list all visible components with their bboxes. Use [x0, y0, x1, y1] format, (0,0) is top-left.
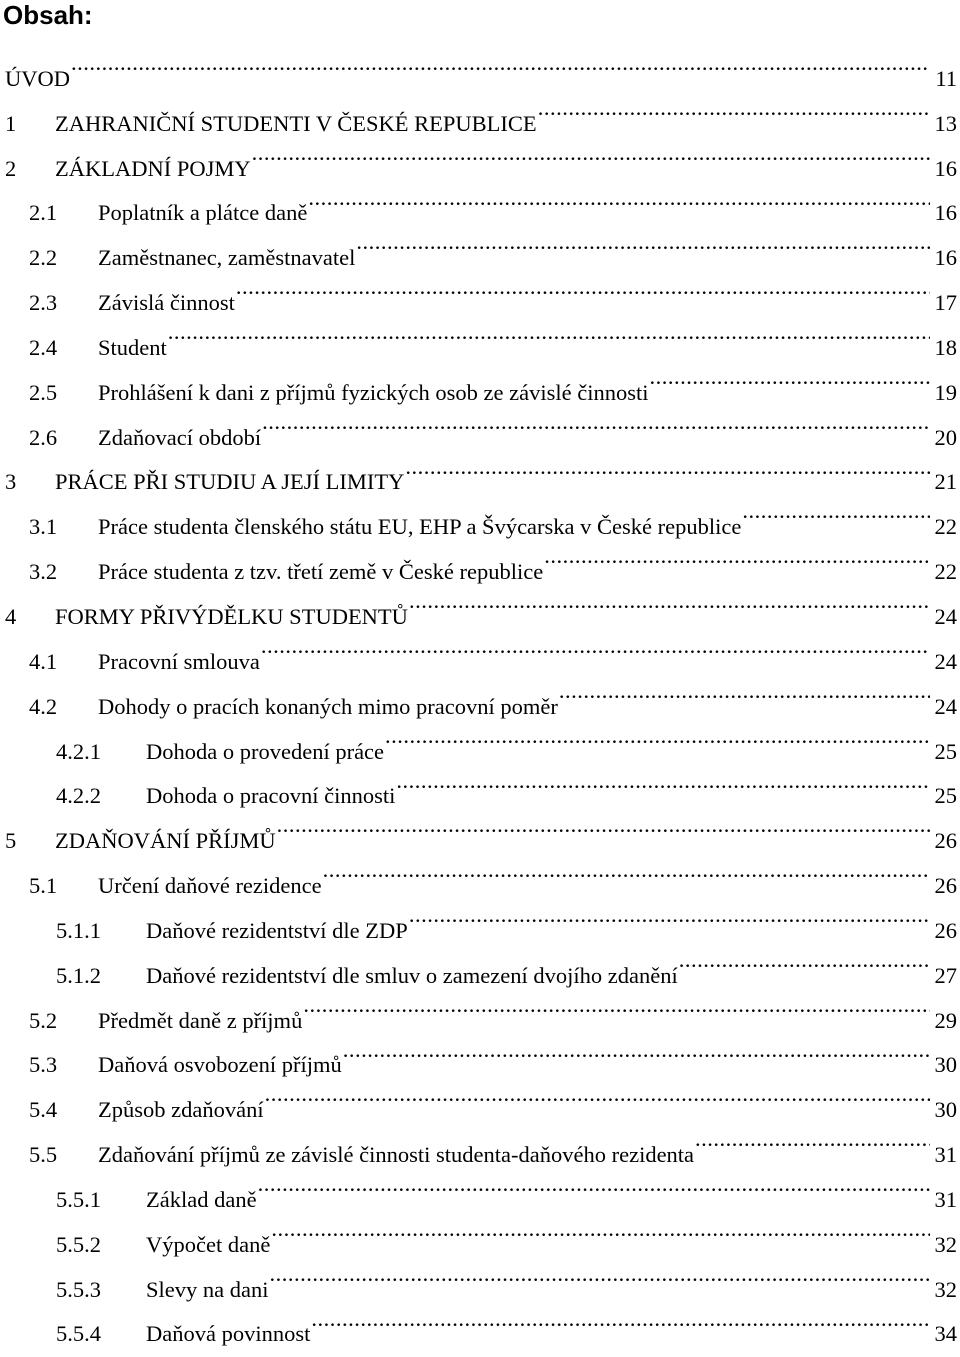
toc-entry-title: Daňová povinnost [146, 1321, 311, 1347]
toc-entry-number: 5 [5, 828, 17, 854]
toc-dot-leader [409, 579, 930, 624]
toc-entry-page: 31 [934, 1142, 957, 1168]
toc-dot-leader [396, 759, 930, 804]
toc-entry-title: Daňová osvobození příjmů [98, 1052, 342, 1078]
toc-dot-leader [538, 86, 930, 131]
toc-entry-number: 5.1.1 [56, 917, 101, 943]
toc-entry-title: Daňové rezidentství dle ZDP [146, 917, 408, 943]
toc-entry-page: 18 [934, 334, 957, 360]
toc-entry-page: 16 [934, 200, 957, 226]
toc-entry-page: 26 [934, 828, 957, 854]
toc-entry-page: 34 [934, 1321, 957, 1347]
toc-entry-page: 24 [934, 693, 957, 719]
toc-entry-number: 4.2.1 [56, 738, 101, 764]
toc-dot-leader [695, 1117, 930, 1162]
toc-entry-title: Práce studenta členského státu EU, EHP a Švýcarska v České republice [98, 514, 742, 540]
toc-dot-leader [385, 714, 930, 759]
toc-dot-leader [269, 1252, 930, 1297]
toc-dot-leader [261, 624, 930, 669]
toc-entry-title: Dohody o pracích konaných mimo pracovní poměr [98, 693, 558, 719]
toc-dot-leader [544, 534, 930, 579]
toc-entry-title: Student [98, 334, 167, 360]
toc-entry-title: Dohoda o pracovní činnosti [146, 783, 396, 809]
toc-entry-page: 22 [934, 559, 957, 585]
toc-entry-page: 11 [935, 65, 957, 91]
toc-entry-number: 5.1.2 [56, 962, 101, 988]
toc-entry-title: Poplatník a plátce daně [98, 200, 308, 226]
toc-entry-title: Základ daně [146, 1186, 257, 1212]
toc-entry-title: Způsob zdaňování [98, 1097, 264, 1123]
toc-entry-number: 3.2 [29, 559, 58, 585]
toc-dot-leader [409, 893, 930, 938]
toc-entry-title: Práce studenta z tzv. třetí země v České republice [98, 559, 544, 585]
toc-entry-title: ZDAŇOVÁNÍ PŘÍJMŮ [55, 828, 276, 854]
toc-entry-number: 5.4 [29, 1097, 58, 1123]
toc-entry-page: 32 [934, 1276, 957, 1302]
toc-dot-leader [559, 669, 930, 714]
toc-entry-title: Určení daňové rezidence [98, 873, 322, 899]
toc-entry-page: 17 [934, 290, 957, 316]
toc-dot-leader [679, 938, 930, 983]
toc-entry-page: 24 [934, 648, 957, 674]
toc-entry-page: 26 [934, 917, 957, 943]
toc-entry-page: 32 [934, 1231, 957, 1257]
toc-entry-page: 24 [934, 603, 957, 629]
toc-entry-number: 2.4 [29, 334, 58, 360]
toc-entry[interactable] [0, 86, 960, 136]
toc-dot-leader [343, 1028, 930, 1073]
toc-entry-number: 2.5 [29, 379, 58, 405]
toc-dot-leader [303, 983, 930, 1028]
toc-entry-number: 4.2.2 [56, 783, 101, 809]
toc-entry-title: Zdaňování příjmů ze závislé činnosti studenta-daňového rezidenta [98, 1142, 695, 1168]
toc-entry-title: Pracovní smlouva [98, 648, 260, 674]
toc-dot-leader [71, 41, 930, 86]
toc-entry-title: Závislá činnost [98, 290, 235, 316]
toc-entry-number: 3 [5, 469, 17, 495]
toc-entry-page: 29 [934, 1007, 957, 1033]
toc-dot-leader [236, 265, 930, 310]
toc-entry-number: 2.1 [29, 200, 58, 226]
toc-entry-number: 5.5.4 [56, 1321, 101, 1347]
toc-dot-leader [262, 400, 930, 445]
toc-entry-number: 5.5.3 [56, 1276, 101, 1302]
toc-entry-number: 2 [5, 155, 17, 181]
toc-entry-number: 3.1 [29, 514, 58, 540]
toc-entry[interactable] [0, 41, 960, 91]
toc-dot-leader [356, 220, 930, 265]
toc-entry-number: 5.1 [29, 873, 58, 899]
toc-entry-title: Slevy na dani [146, 1276, 269, 1302]
toc-entry-page: 25 [934, 738, 957, 764]
toc-entry-number: 5.5.2 [56, 1231, 101, 1257]
toc-dot-leader [265, 1072, 930, 1117]
toc-entry-number: 5.3 [29, 1052, 58, 1078]
toc-entry-number: 5.2 [29, 1007, 58, 1033]
toc-entry-title: Dohoda o provedení práce [146, 738, 385, 764]
toc-entry-page: 26 [934, 873, 957, 899]
toc-entry-page: 30 [934, 1052, 957, 1078]
toc-dot-leader [258, 1162, 930, 1207]
toc-dot-leader [311, 1297, 930, 1342]
toc-heading: Obsah: [3, 0, 93, 30]
toc-entry-number: 2.2 [29, 245, 58, 271]
toc-entry-title: Zdaňovací období [98, 424, 262, 450]
toc-entry-title: Prohlášení k dani z příjmů fyzických osob ze závislé činnosti [98, 379, 649, 405]
toc-entry-title: ZÁKLADNÍ POJMY [55, 155, 251, 181]
toc-dot-leader [308, 176, 930, 221]
toc-dot-leader [252, 131, 930, 176]
toc-entry-number: 2.6 [29, 424, 58, 450]
toc-entry-title: ZAHRANIČNÍ STUDENTI V ČESKÉ REPUBLICE [55, 110, 537, 136]
toc-dot-leader [168, 310, 930, 355]
toc-entry-number: 4.2 [29, 693, 58, 719]
toc-entry-page: 19 [934, 379, 957, 405]
toc-entry-number: 4 [5, 603, 17, 629]
toc-entry-title: Zaměstnanec, zaměstnavatel [98, 245, 356, 271]
toc-entry-page: 22 [934, 514, 957, 540]
toc-entry-page: 27 [934, 962, 957, 988]
toc-dot-leader [277, 803, 930, 848]
toc-entry-number: 4.1 [29, 648, 58, 674]
toc-dot-leader [649, 355, 930, 400]
toc-entry-page: 25 [934, 783, 957, 809]
toc-entry-title: Předmět daně z příjmů [98, 1007, 303, 1033]
toc-dot-leader [323, 848, 930, 893]
toc-entry-number: 1 [5, 110, 17, 136]
table-of-contents [0, 41, 960, 1347]
toc-entry-number: 2.3 [29, 290, 58, 316]
toc-entry-page: 20 [934, 424, 957, 450]
toc-entry-page: 21 [934, 469, 957, 495]
toc-entry-title: FORMY PŘIVÝDĚLKU STUDENTŮ [55, 603, 408, 629]
toc-entry-page: 16 [934, 155, 957, 181]
toc-entry-page: 16 [934, 245, 957, 271]
toc-entry-title: PRÁCE PŘI STUDIU A JEJÍ LIMITY [55, 469, 405, 495]
toc-dot-leader [405, 445, 930, 490]
toc-entry-title: Daňové rezidentství dle smluv o zamezení dvojího zdanění [146, 962, 678, 988]
toc-entry-title: Výpočet daně [146, 1231, 271, 1257]
toc-dot-leader [271, 1207, 930, 1252]
toc-entry-page: 13 [934, 110, 957, 136]
toc-entry-page: 30 [934, 1097, 957, 1123]
toc-entry-number: 5.5.1 [56, 1186, 101, 1212]
toc-entry-page: 31 [934, 1186, 957, 1212]
toc-entry-number: 5.5 [29, 1142, 58, 1168]
toc-dot-leader [742, 489, 930, 534]
toc-entry-title: ÚVOD [5, 65, 70, 91]
